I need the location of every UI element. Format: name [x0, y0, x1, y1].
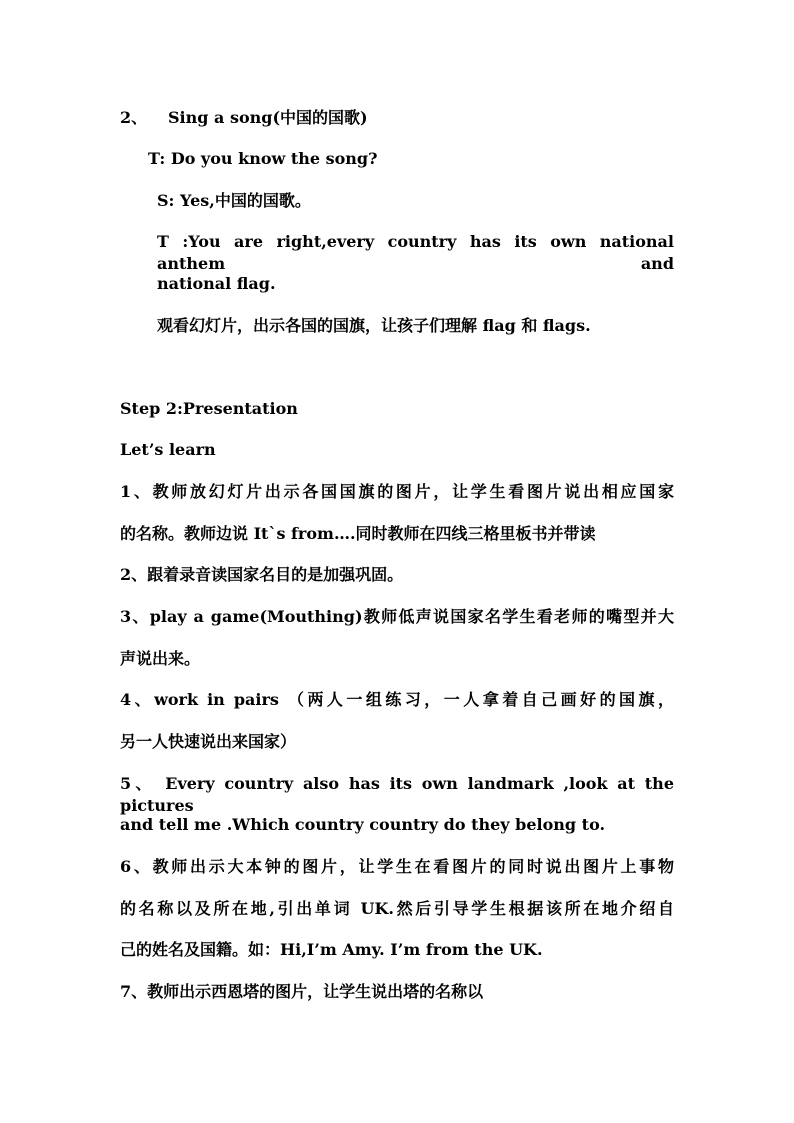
item-4-line1: 4、work in pairs （两人一组练习，一人拿着自己画好的国旗，	[120, 690, 674, 709]
step2-heading: Step 2:Presentation	[120, 399, 298, 418]
step2-subheading: Let’s learn	[120, 440, 216, 459]
item-5-line1: 5、 Every country also has its own landmark ,look at the pictures	[120, 774, 674, 815]
student-answer: S: Yes,中国的国歌。	[157, 191, 311, 210]
song-title: Sing a song(中国的国歌)	[168, 108, 368, 127]
item-3-line1: 3、play a game(Mouthing)教师低声说国家名学生看老师的嘴型并大	[120, 607, 674, 626]
teacher-statement-line1: T :You are right,every country has its own national anthem and	[157, 232, 674, 273]
item-6-line1: 6、教师出示大本钟的图片，让学生在看图片的同时说出图片上事物	[120, 857, 674, 876]
teacher-question: T: Do you know the song?	[148, 149, 378, 168]
item-3-line2: 声说出来。	[120, 649, 201, 668]
item-4-line2: 另一人快速说出来国家）	[120, 732, 297, 751]
item-6-line3: 己的姓名及国籍。如：Hi,I’m Amy. I’m from the UK.	[120, 940, 543, 959]
teacher-statement-line2: national flag.	[157, 274, 276, 293]
item-6-line2: 的名称以及所在地,引出单词 UK.然后引导学生根据该所在地介绍自	[120, 899, 674, 918]
song-number: 2、	[120, 108, 148, 127]
slide-note: 观看幻灯片，出示各国的国旗，让孩子们理解 flag 和 flags.	[157, 316, 591, 335]
item-5-line2: and tell me .Which country country do they belong to.	[120, 815, 606, 834]
item-2-line1: 2、跟着录音读国家名目的是加强巩固。	[120, 565, 404, 584]
item-1-line2: 的名称。教师边说 It`s from….同时教师在四线三格里板书并带读	[120, 524, 596, 543]
item-7-line1: 7、教师出示西恩塔的图片，让学生说出塔的名称以	[120, 982, 484, 1001]
item-1-line1: 1、教师放幻灯片出示各国国旗的图片，让学生看图片说出相应国家	[120, 482, 674, 501]
